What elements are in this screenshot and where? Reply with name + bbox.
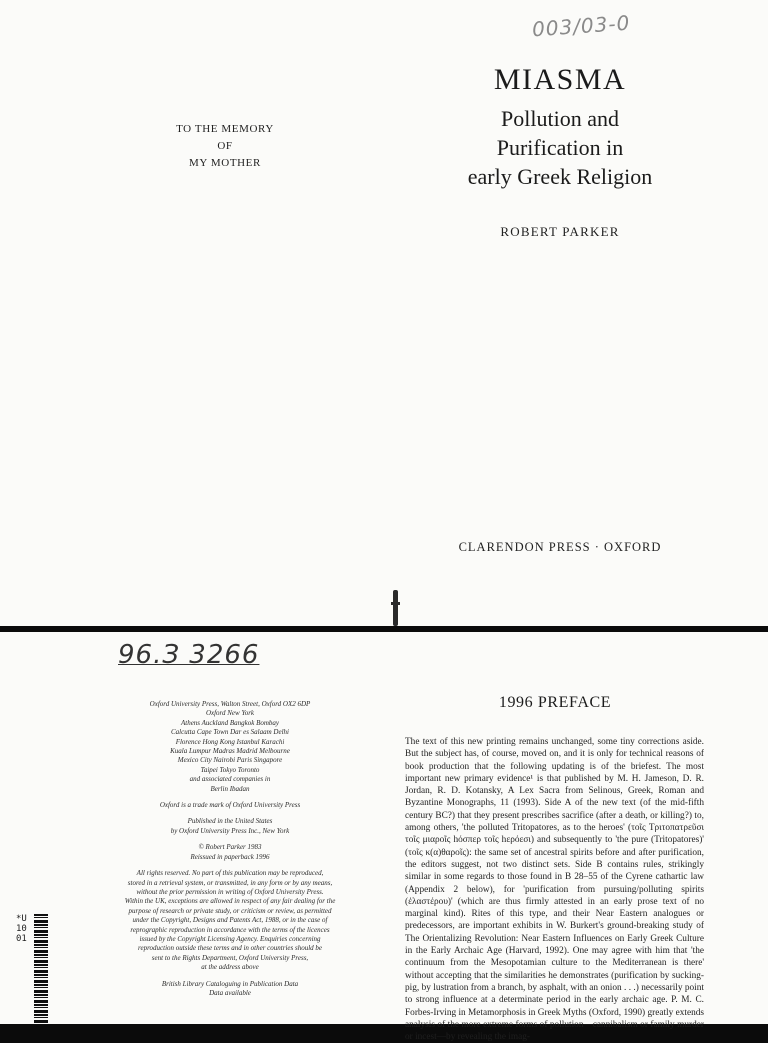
imprint-line: reprographic reproduction in accordance with the terms of the licences [130, 925, 330, 934]
imprint-line: Oxford is a trade mark of Oxford University Press [159, 801, 301, 810]
imprint-line: Athens Auckland Bangkok Bombay [180, 718, 280, 727]
book-subtitle [430, 104, 690, 191]
imprint-line: Published in the United States [187, 817, 273, 826]
binding-mark [393, 590, 398, 626]
imprint-us-publication [100, 817, 360, 836]
preface-body [405, 736, 704, 1043]
imprint-line: purpose of research or private study, or criticism or review, as permitted [128, 906, 332, 915]
imprint-line: Reissued in paperback 1996 [190, 852, 270, 861]
dedication-line: MY MOTHER [189, 157, 261, 169]
imprint-line: without the prior permission in writing of Oxford University Press. [136, 887, 324, 896]
imprint-line: stored in a retrieval system, or transmitted, in any form or by any means, [127, 878, 333, 887]
imprint-copyright [100, 843, 360, 862]
imprint-line: Kuala Lumpur Madras Madrid Melbourne [170, 747, 290, 756]
imprint-line: © Robert Parker 1983 [198, 843, 262, 852]
imprint-line: Florence Hong Kong Istanbul Karachi [175, 737, 285, 746]
imprint-line: Taipei Tokyo Toronto [200, 765, 260, 774]
handwritten-note: 003/03-0 [531, 10, 632, 42]
imprint-line: Berlin Ibadan [210, 784, 250, 793]
subtitle-line: early Greek Religion [467, 164, 653, 189]
imprint-line: British Library Cataloguing in Publication Data [161, 979, 299, 988]
imprint-cataloguing [100, 980, 360, 999]
imprint-line: under the Copyright, Designs and Patents Act, 1988, or in the case of [132, 916, 328, 925]
dedication-line: TO THE MEMORY [176, 123, 274, 135]
imprint-rights [100, 869, 360, 972]
author-name: ROBERT PARKER [500, 224, 620, 239]
preface-paragraph: The text of this new printing remains unchanged, some tiny corrections aside. But the subject has, of course, moved on, and it is only for technical reasons of book production that the following updating is of the briefest. The most important new primary evidence¹ is that published by M. H. Jameson, D. R. Jordan, R. D. Kotansky, A Lex Sacra from Selinous, Greek, Roman and Byzantine Monographs, 11 (1993). Side A of the new text (of the mid-fifth century BC?) that they present prescribes sacrifice (after a death, or killing?) to, among others, 'the polluted Tritopatores, as to the heroes' (τοῖς Τριτοπατρεῦσι τοῖς μιαροῖς hόσπερ τοῖς hερόεσι) and subsequently to 'the pure (Tritopatores)' (τοῖς κ(α)θαροῖς): the same set of ancestral spirits before and after purification, the editors suggest, not two distinct sets. Side B contains rules, strikingly similar in some regards to those found in B 28–55 of the Cyrene cathartic law (Appendix 2 below), for 'purification from pursuing/polluting spirits (ἐλαστέρου)' (which are thus firmly attested in an early prose text of no marginal kind). Rites of this type, and their Near Eastern analogues or predecessors, are important exhibits in W. Burkert's ground-breaking study of The Orientalizing Revolution: Near Eastern Influences on Early Greek Culture in the Early Archaic Age (Harvard, 1992). One may agree with him that 'the continuum from the Mesopotamian culture to the Mediterranean is there' without accepting that the similarities he demonstrates (purification by sucking-pig, by lustration from a branch, by asphalt, with an onion . . .) necessarily point to strong influence at a determinate period in the early archaic age. P. M. C. Forbes-Irving in Metamorphosis in Greek Myths (Oxford, 1990) greatly extends analysis of the more extreme forms of pollution—cannibalism or family murder or incest—by revealing the imag- [405, 737, 704, 1043]
publisher-name: CLARENDON PRESS · OXFORD [458, 540, 662, 554]
imprint-line: All rights reserved. No part of this publication may be reproduced, [136, 869, 324, 878]
imprint-line: issued by the Copyright Licensing Agency. Enquiries concerning [139, 934, 321, 943]
imprint-line: Mexico City Nairobi Paris Singapore [177, 756, 283, 765]
dedication [150, 121, 300, 172]
imprint-line: at the address above [201, 963, 259, 972]
imprint-line: Oxford University Press, Walton Street, Oxford OX2 6DP [149, 700, 311, 708]
preface-title: 1996 PREFACE [498, 694, 612, 711]
preface-spread [0, 632, 768, 1043]
subtitle-line: Purification in [496, 135, 624, 160]
imprint-line: sent to the Rights Department, Oxford University Press, [151, 953, 309, 962]
shelf-mark: 96.З 3266 [118, 640, 260, 670]
imprint-block [100, 700, 360, 1005]
imprint-addresses [100, 700, 360, 794]
title-block [430, 58, 690, 191]
imprint-line: Calcutta Cape Town Dar es Salaam Delhi [171, 728, 289, 737]
barcode-image [34, 914, 48, 1024]
subtitle-line: Pollution and [501, 106, 619, 131]
imprint-line: reproduction outside these terms and in other countries should be [138, 944, 322, 953]
imprint-line: Within the UK, exceptions are allowed in respect of any fair dealing for the [124, 897, 336, 906]
imprint-line: and associated companies in [189, 775, 271, 784]
dedication-line: OF [217, 140, 233, 152]
barcode-number: *U1001 [16, 914, 27, 944]
imprint-trademark [100, 801, 360, 810]
imprint-line: by Oxford University Press Inc., New York [170, 826, 290, 835]
imprint-line: Oxford New York [205, 709, 255, 718]
book-title: MIASMA [493, 63, 627, 96]
imprint-line: Data available [209, 988, 251, 997]
